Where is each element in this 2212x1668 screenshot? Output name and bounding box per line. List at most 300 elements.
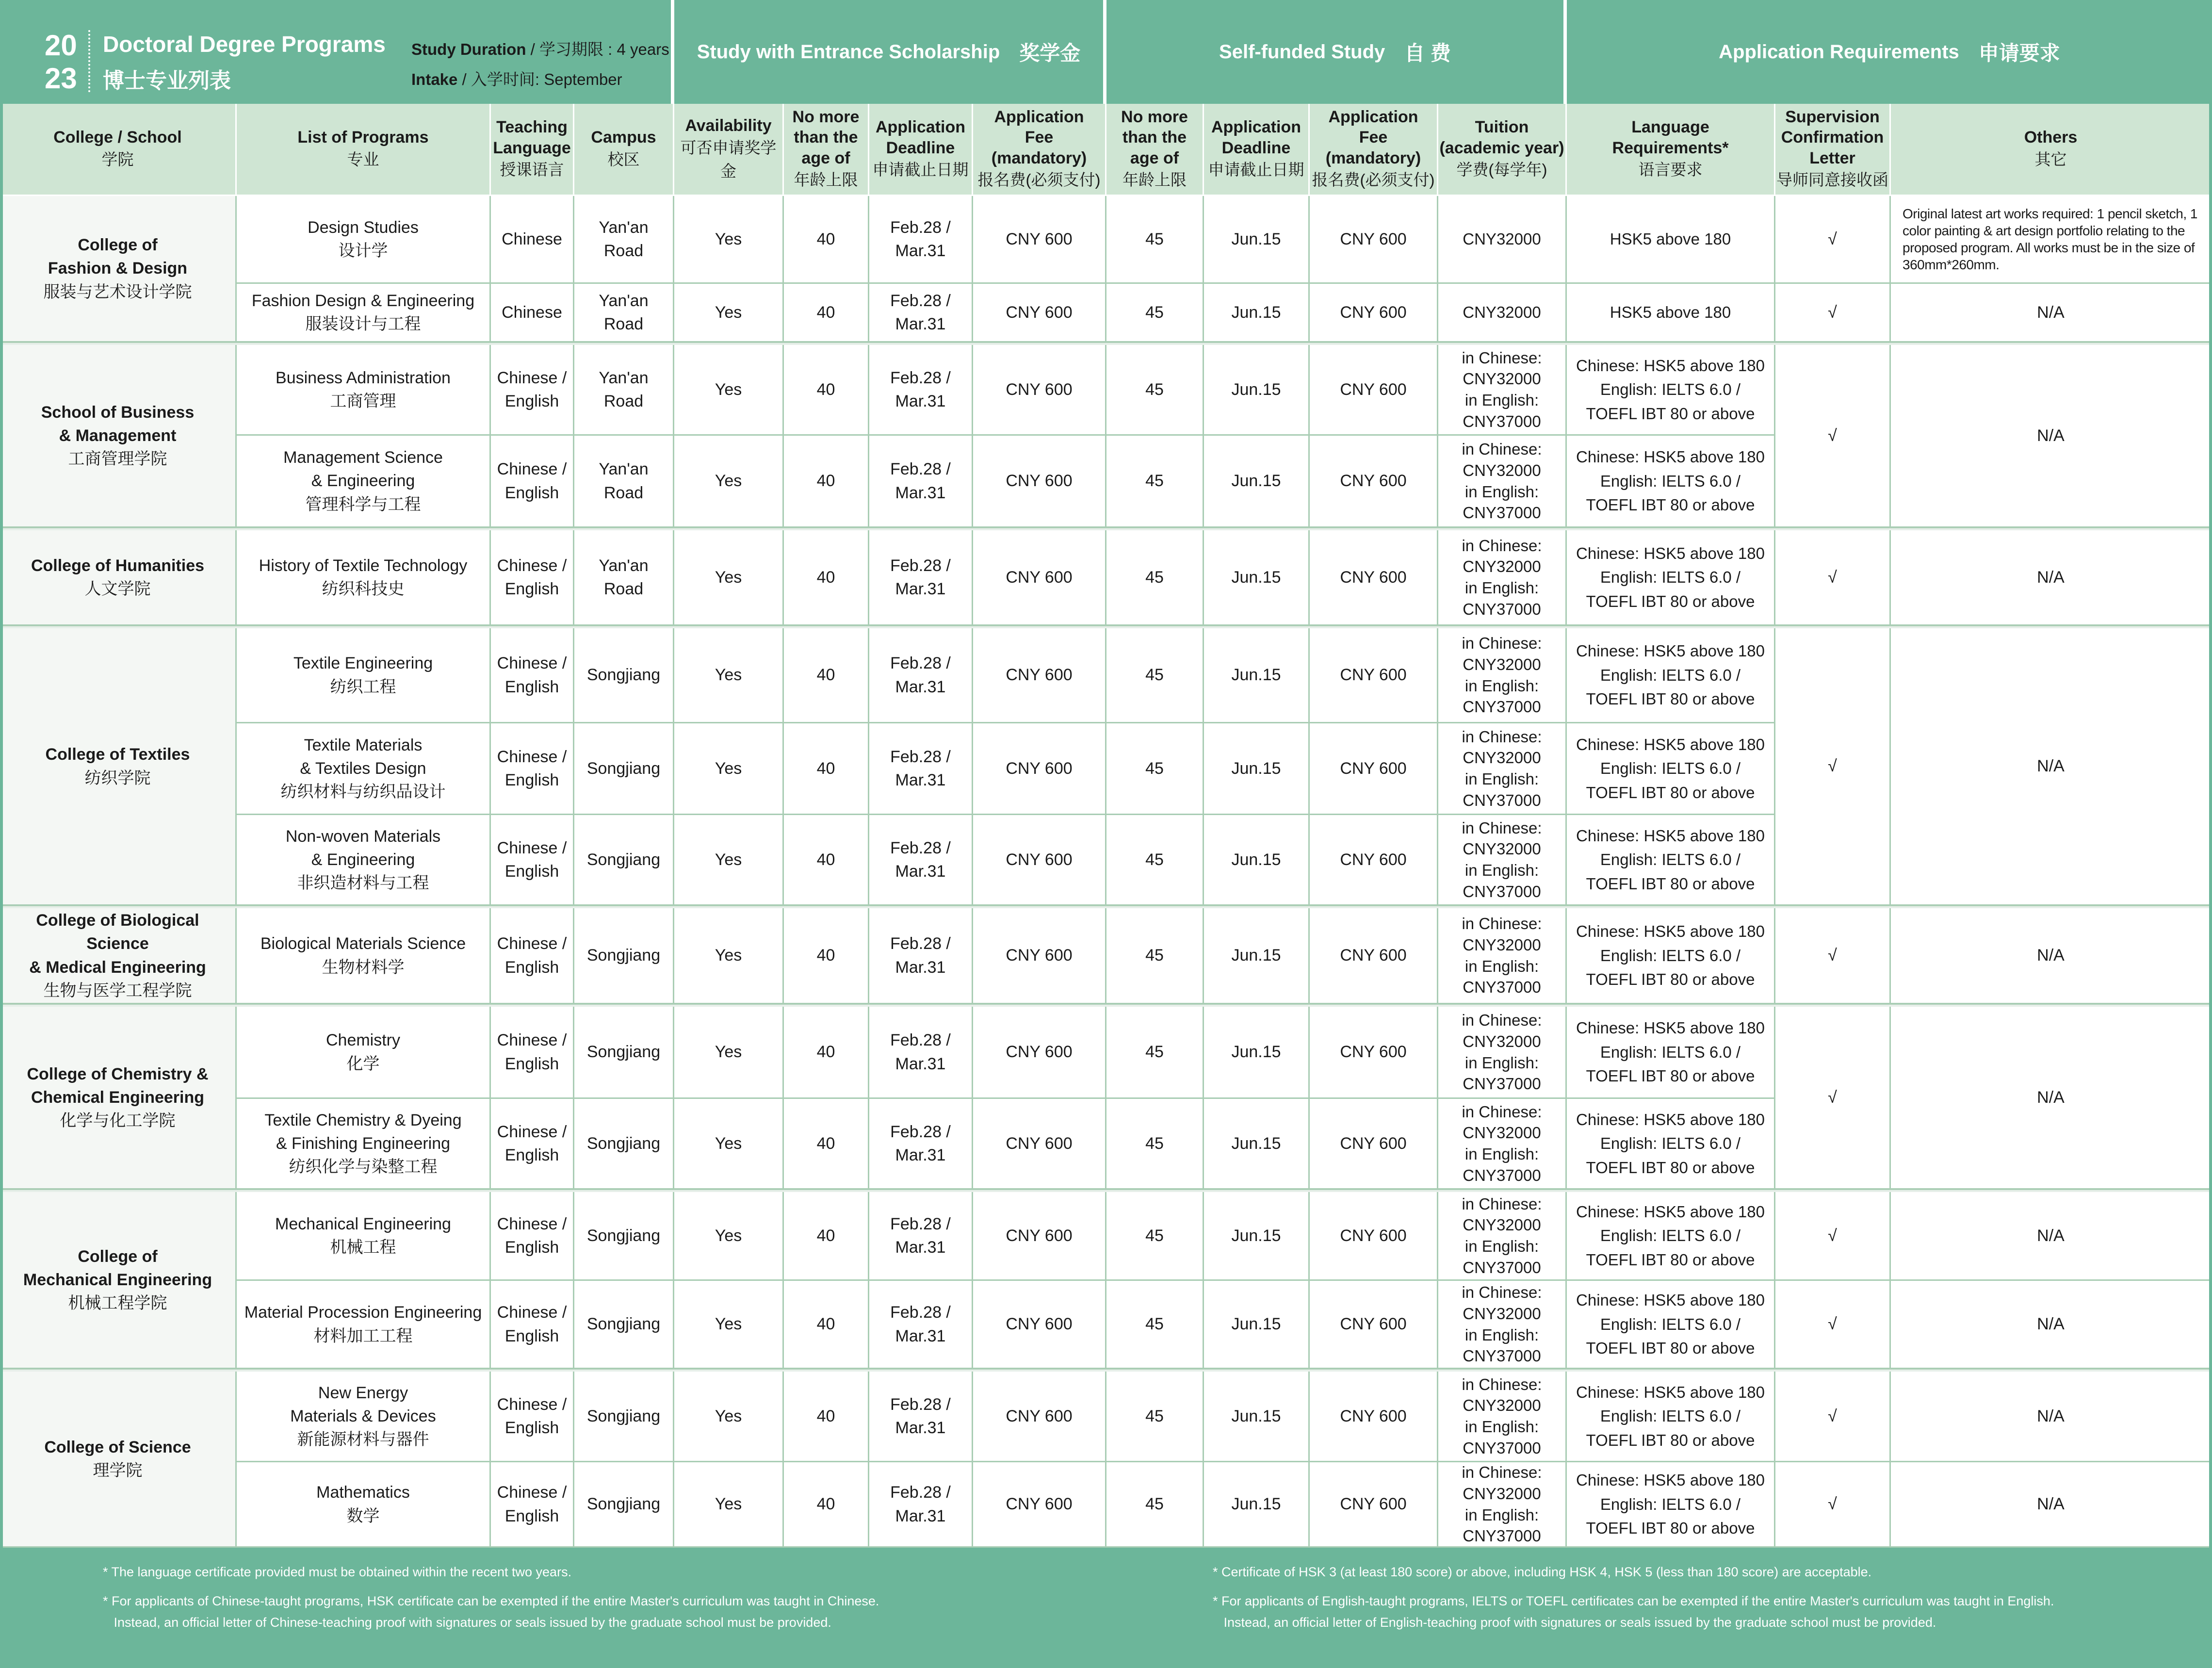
program-cell-age-value: 40 <box>816 1226 835 1245</box>
program-cell-deadline <box>869 196 973 284</box>
program-cell-fee-value: CNY 600 <box>1006 1495 1073 1514</box>
program-cell-age-value: 40 <box>816 303 835 322</box>
others-note <box>1891 1192 2212 1281</box>
program-cell-program <box>237 723 491 815</box>
program-cell-campus-value: Yan'an Road <box>599 368 649 410</box>
program-cell-tuition-value: in Chinese: CNY32000 in English: CNY37000 <box>1462 536 1542 618</box>
program-cell-tuition-value: in Chinese: CNY32000 in English: CNY37000 <box>1462 915 1542 997</box>
program-cell-campus-value: Yan'an Road <box>599 460 649 502</box>
program-cell-program-value: Non-woven Materials & Engineering 非织造材料与工程 <box>285 827 441 893</box>
column-header-label: Teaching Language <box>493 118 571 157</box>
program-cell-age-value: 45 <box>1145 1406 1164 1425</box>
program-cell-fee-value: CNY 600 <box>1340 666 1407 685</box>
program-cell-age-value: 40 <box>816 229 835 248</box>
column-header-label-zh: 年龄上限 <box>794 171 858 189</box>
program-cell-fee <box>1310 1372 1438 1462</box>
program-cell-age <box>1106 1099 1204 1190</box>
program-cell-age <box>1106 1007 1204 1099</box>
column-header-label: No more than the age of <box>1121 107 1188 167</box>
program-cell-language-req-value: Chinese: HSK5 above 180 English: IELTS 6.0 / TOEFL IBT 80 or above <box>1576 1291 1765 1357</box>
college-name <box>0 530 237 626</box>
scholarship-group-title: Study with Entrance Scholarship <box>697 41 1000 63</box>
program-cell-tuition-value: in Chinese: CNY32000 in English: CNY37000 <box>1462 634 1542 716</box>
program-cell-program <box>237 530 491 626</box>
college-name-en: College of Chemistry & Chemical Engineering <box>27 1064 209 1107</box>
program-cell-age-value: 40 <box>816 1134 835 1153</box>
supervision-check <box>1775 1462 1891 1548</box>
program-cell-age-value: 40 <box>816 1315 835 1334</box>
program-cell-fee-value: CNY 600 <box>1340 850 1407 869</box>
program-cell-fee <box>1310 1462 1438 1548</box>
scholarship-group-title-zh: 奖学金 <box>1019 42 1081 65</box>
year-label: 20 23 <box>45 29 77 95</box>
year-divider <box>88 30 90 92</box>
program-cell-age <box>784 436 869 528</box>
program-cell-deadline-value: Jun.15 <box>1231 1315 1281 1334</box>
program-cell-deadline <box>1204 1372 1310 1462</box>
program-cell-fee-value: CNY 600 <box>1006 666 1073 685</box>
program-cell-language-req-value: Chinese: HSK5 above 180 English: IELTS 6.0 / TOEFL IBT 80 or above <box>1576 1019 1765 1085</box>
program-cell-deadline <box>1204 284 1310 343</box>
column-header-label-zh: 学院 <box>101 150 134 168</box>
program-cell-language-req <box>1567 436 1775 528</box>
program-cell-fee-value: CNY 600 <box>1340 1134 1407 1153</box>
column-header-label: Tuition (academic year) <box>1439 118 1564 157</box>
program-cell-deadline <box>1204 908 1310 1004</box>
program-cell-age <box>784 196 869 284</box>
program-cell-deadline-value: Jun.15 <box>1231 1226 1281 1245</box>
college-name-zh: 人文学院 <box>84 580 151 598</box>
program-cell-deadline <box>1204 1462 1310 1548</box>
check-icon: √ <box>1828 1495 1837 1514</box>
college-name-en: College of Biological Science & Medical Engineering <box>29 911 206 977</box>
program-cell-availability <box>674 1007 784 1099</box>
others-note-text: N/A <box>2037 1406 2065 1425</box>
column-header-label-zh: 导师同意接收函 <box>1776 171 1888 189</box>
program-cell-program-value: Chemistry 化学 <box>325 1031 401 1073</box>
others-note <box>1891 530 2212 626</box>
program-cell-age-value: 45 <box>1145 229 1164 248</box>
column-header-label: Application Fee (mandatory) <box>991 107 1087 167</box>
program-cell-language-req <box>1567 196 1775 284</box>
program-cell-deadline-value: Jun.15 <box>1231 568 1281 587</box>
program-cell-deadline <box>869 1099 973 1190</box>
program-cell-age-value: 40 <box>816 850 835 869</box>
others-note <box>1891 284 2212 343</box>
program-cell-fee-value: CNY 600 <box>1340 303 1407 322</box>
column-header-deadline <box>869 104 973 196</box>
college-name-en: College of Mechanical Engineering <box>23 1247 212 1289</box>
program-cell-age <box>1106 196 1204 284</box>
programs-table <box>0 104 2212 1548</box>
program-cell-age <box>784 1372 869 1462</box>
supervision-check <box>1775 530 1891 626</box>
program-cell-fee-value: CNY 600 <box>1006 1406 1073 1425</box>
program-cell-age <box>784 1281 869 1369</box>
program-cell-language-req-value: Chinese: HSK5 above 180 English: IELTS 6.0 / TOEFL IBT 80 or above <box>1576 356 1765 423</box>
program-cell-program <box>237 1462 491 1548</box>
footnote-hsk-levels: * Certificate of HSK 3 (at least 180 score) or above, including HSK 4, HSK 5 (less than 180 score) are acceptable. <box>1213 1565 1872 1579</box>
check-icon: √ <box>1828 757 1837 776</box>
program-cell-campus-value: Songjiang <box>586 1406 661 1425</box>
check-icon: √ <box>1828 1315 1837 1334</box>
program-cell-age-value: 45 <box>1145 472 1164 491</box>
program-cell-tuition-value: in Chinese: CNY32000 in English: CNY37000 <box>1462 1011 1542 1093</box>
program-cell-program-value: Mathematics 数学 <box>316 1483 410 1525</box>
program-cell-deadline-value: Feb.28 / Mar.31 <box>890 747 951 789</box>
program-cell-deadline-value: Jun.15 <box>1231 1134 1281 1153</box>
program-cell-tuition-value: in Chinese: CNY32000 in English: CNY37000 <box>1462 727 1542 809</box>
college-name-zh: 化学与化工学院 <box>60 1112 176 1130</box>
program-cell-deadline <box>869 1462 973 1548</box>
program-cell-fee <box>1310 815 1438 906</box>
program-cell-availability-value: Yes <box>715 1134 742 1153</box>
college-name <box>0 1007 237 1190</box>
program-cell-age <box>1106 908 1204 1004</box>
check-icon: √ <box>1828 303 1837 322</box>
program-cell-fee <box>973 1281 1106 1369</box>
program-cell-deadline-value: Jun.15 <box>1231 666 1281 685</box>
program-cell-language <box>491 1007 574 1099</box>
program-cell-language-req-value: Chinese: HSK5 above 180 English: IELTS 6.0 / TOEFL IBT 80 or above <box>1576 1383 1765 1449</box>
program-cell-deadline <box>869 628 973 723</box>
program-cell-campus <box>574 530 674 626</box>
program-cell-language <box>491 1192 574 1281</box>
program-cell-language-value: Chinese / English <box>497 654 567 696</box>
program-cell-deadline <box>869 284 973 343</box>
program-cell-deadline <box>869 345 973 436</box>
program-cell-age <box>1106 436 1204 528</box>
program-cell-program <box>237 284 491 343</box>
column-header-label: College / School <box>53 128 182 147</box>
program-cell-deadline-value: Feb.28 / Mar.31 <box>890 1122 951 1164</box>
program-cell-tuition-value: in Chinese: CNY32000 in English: CNY37000 <box>1462 1194 1542 1276</box>
program-cell-program <box>237 196 491 284</box>
program-cell-fee <box>973 1462 1106 1548</box>
program-cell-deadline <box>869 1281 973 1369</box>
program-cell-campus-value: Yan'an Road <box>599 218 649 260</box>
program-cell-deadline <box>1204 1007 1310 1099</box>
program-cell-tuition-value: CNY32000 <box>1463 230 1541 248</box>
others-note-text: N/A <box>2037 303 2065 322</box>
program-cell-deadline <box>869 1007 973 1099</box>
program-cell-language <box>491 1099 574 1190</box>
program-cell-fee <box>1310 284 1438 343</box>
program-cell-tuition <box>1438 1372 1567 1462</box>
college-name-zh: 机械工程学院 <box>68 1294 167 1313</box>
program-cell-deadline <box>1204 723 1310 815</box>
program-cell-program-value: New Energy Materials & Devices 新能源材料与器件 <box>290 1383 436 1449</box>
college-name-en: School of Business & Management <box>41 403 195 445</box>
program-cell-deadline-value: Jun.15 <box>1231 1406 1281 1425</box>
program-cell-language-value: Chinese / English <box>497 1395 567 1437</box>
program-cell-language-req-value: Chinese: HSK5 above 180 English: IELTS 6.0 / TOEFL IBT 80 or above <box>1576 1202 1765 1269</box>
program-cell-campus-value: Songjiang <box>586 759 661 778</box>
college-name-zh: 理学院 <box>93 1461 143 1480</box>
requirements-group-header <box>1567 0 2212 104</box>
program-cell-campus <box>574 1099 674 1190</box>
program-cell-deadline <box>869 1192 973 1281</box>
program-cell-fee-value: CNY 600 <box>1006 380 1073 399</box>
program-cell-language-req <box>1567 628 1775 723</box>
program-cell-fee-value: CNY 600 <box>1006 1134 1073 1153</box>
program-cell-fee-value: CNY 600 <box>1006 1226 1073 1245</box>
program-cell-fee-value: CNY 600 <box>1340 1315 1407 1334</box>
program-cell-language-req <box>1567 908 1775 1004</box>
column-header-others <box>1891 104 2212 196</box>
footnote-ielts-exemption: * For applicants of English-taught programs, IELTS or TOEFL certificates can be exempted if the entire Master's curriculum was taught in English. Instead, an official letter of English-teaching proof with signatures or seals issued by the graduate school must be provided. <box>1213 1594 2054 1630</box>
program-cell-tuition <box>1438 1462 1567 1548</box>
others-note <box>1891 196 2212 284</box>
program-cell-availability <box>674 1099 784 1190</box>
program-cell-availability-value: Yes <box>715 303 742 322</box>
program-cell-fee <box>1310 530 1438 626</box>
program-cell-deadline <box>869 908 973 1004</box>
program-cell-language <box>491 1281 574 1369</box>
program-cell-deadline-value: Feb.28 / Mar.31 <box>890 838 951 881</box>
program-cell-language-req <box>1567 1099 1775 1190</box>
others-note-text: Original latest art works required: 1 pencil sketch, 1 color painting & art design portfolio relating to the proposed program. All works must be in the size of 360mm*260mm. <box>1903 206 2197 272</box>
program-cell-age <box>784 723 869 815</box>
column-header-label: Language Requirements* <box>1612 118 1729 157</box>
program-cell-deadline <box>869 815 973 906</box>
column-header-label-zh: 报名费(必须支付) <box>1312 171 1435 189</box>
program-cell-fee-value: CNY 600 <box>1006 472 1073 491</box>
column-header-label: Application Deadline <box>875 118 966 157</box>
column-header-label: Supervision Confirmation Letter <box>1781 107 1884 167</box>
program-cell-fee-value: CNY 600 <box>1340 1043 1407 1062</box>
program-cell-language-req-value: HSK5 above 180 <box>1610 303 1731 322</box>
program-cell-program-value: Business Administration 工商管理 <box>276 368 451 410</box>
program-cell-fee-value: CNY 600 <box>1340 1495 1407 1514</box>
program-cell-program <box>237 1372 491 1462</box>
others-note-text: N/A <box>2037 568 2065 587</box>
check-icon: √ <box>1828 1088 1837 1107</box>
program-cell-fee <box>973 1007 1106 1099</box>
program-cell-deadline-value: Feb.28 / Mar.31 <box>890 1303 951 1345</box>
program-cell-deadline-value: Feb.28 / Mar.31 <box>890 1031 951 1073</box>
college-name-en: College of Fashion & Design <box>48 236 188 278</box>
program-cell-deadline <box>1204 345 1310 436</box>
program-cell-tuition-value: CNY32000 <box>1463 303 1541 322</box>
program-cell-age-value: 40 <box>816 472 835 491</box>
others-note-text: N/A <box>2037 946 2065 965</box>
program-cell-age-value: 45 <box>1145 1226 1164 1245</box>
program-cell-language-req <box>1567 1462 1775 1548</box>
program-cell-language <box>491 196 574 284</box>
program-cell-fee <box>973 284 1106 343</box>
program-cell-fee <box>973 345 1106 436</box>
program-cell-deadline-value: Feb.28 / Mar.31 <box>890 1483 951 1525</box>
program-cell-campus-value: Songjiang <box>586 1315 661 1334</box>
program-cell-program <box>237 1007 491 1099</box>
program-cell-tuition <box>1438 530 1567 626</box>
program-cell-language <box>491 628 574 723</box>
program-cell-age <box>784 1192 869 1281</box>
check-icon: √ <box>1828 1406 1837 1425</box>
program-cell-fee-value: CNY 600 <box>1006 850 1073 869</box>
footnote-hsk-exemption: * For applicants of Chinese-taught programs, HSK certificate can be exempted if the entire Master's curriculum was taught in Chinese. Instead, an official letter of Chinese-teaching proof with signatures or seals issued by the graduate school must be provided. <box>103 1594 879 1630</box>
program-cell-fee <box>973 530 1106 626</box>
program-cell-deadline-value: Feb.28 / Mar.31 <box>890 1214 951 1257</box>
program-cell-age <box>1106 723 1204 815</box>
column-header-label: List of Programs <box>297 128 429 147</box>
program-cell-age-value: 40 <box>816 1043 835 1062</box>
column-header-label-zh: 申请截止日期 <box>1208 161 1304 179</box>
program-cell-fee <box>973 196 1106 284</box>
requirements-group-title-zh: 申请要求 <box>1978 42 2060 65</box>
program-cell-age <box>1106 628 1204 723</box>
program-cell-age <box>1106 1192 1204 1281</box>
program-cell-age-value: 40 <box>816 759 835 778</box>
column-header-label: Availability <box>685 116 772 135</box>
program-cell-language-req-value: Chinese: HSK5 above 180 English: IELTS 6.0 / TOEFL IBT 80 or above <box>1576 735 1765 801</box>
program-cell-availability <box>674 815 784 906</box>
program-cell-age-value: 40 <box>816 946 835 965</box>
check-icon: √ <box>1828 1226 1837 1245</box>
program-cell-program-value: Biological Materials Science 生物材料学 <box>260 934 466 977</box>
program-cell-fee-value: CNY 600 <box>1340 1226 1407 1245</box>
program-cell-language-req-value: HSK5 above 180 <box>1610 230 1731 248</box>
program-cell-tuition <box>1438 815 1567 906</box>
college-name <box>0 1192 237 1369</box>
program-cell-deadline <box>869 723 973 815</box>
program-cell-availability-value: Yes <box>715 1315 742 1334</box>
column-header-tuition <box>1438 104 1567 196</box>
column-header-label-zh: 授课语言 <box>500 161 564 179</box>
program-cell-deadline-value: Feb.28 / Mar.31 <box>890 934 951 977</box>
college-name-zh: 服装与艺术设计学院 <box>43 282 192 301</box>
program-cell-fee <box>1310 345 1438 436</box>
footnote-language-validity: * The language certificate provided must be obtained within the recent two years. <box>103 1565 572 1579</box>
program-cell-tuition <box>1438 436 1567 528</box>
program-cell-availability <box>674 196 784 284</box>
program-cell-tuition-value: in Chinese: CNY32000 in English: CNY37000 <box>1462 1102 1542 1184</box>
program-cell-program <box>237 1192 491 1281</box>
program-cell-age-value: 45 <box>1145 666 1164 685</box>
program-cell-tuition-value: in Chinese: CNY32000 in English: CNY37000 <box>1462 348 1542 430</box>
program-cell-campus-value: Songjiang <box>586 1043 661 1062</box>
column-header-label-zh: 申请截止日期 <box>872 161 969 179</box>
program-cell-availability <box>674 628 784 723</box>
program-cell-age-value: 45 <box>1145 946 1164 965</box>
program-cell-availability-value: Yes <box>715 946 742 965</box>
program-cell-language-req <box>1567 530 1775 626</box>
footnotes <box>0 1548 2212 1668</box>
program-cell-language-req <box>1567 723 1775 815</box>
program-cell-tuition <box>1438 628 1567 723</box>
program-cell-availability <box>674 723 784 815</box>
supervision-check <box>1775 628 1891 906</box>
column-header-fee <box>973 104 1106 196</box>
program-cell-campus <box>574 1007 674 1099</box>
program-cell-language-value: Chinese / English <box>497 1483 567 1525</box>
program-cell-language-value: Chinese / English <box>497 1214 567 1257</box>
others-note <box>1891 1281 2212 1369</box>
program-cell-fee-value: CNY 600 <box>1006 568 1073 587</box>
program-cell-language <box>491 284 574 343</box>
program-cell-program-value: Mechanical Engineering 机械工程 <box>275 1214 451 1257</box>
program-cell-availability <box>674 1462 784 1548</box>
program-cell-fee <box>973 815 1106 906</box>
program-cell-age-value: 40 <box>816 1495 835 1514</box>
supervision-check <box>1775 908 1891 1004</box>
program-cell-tuition <box>1438 345 1567 436</box>
program-cell-fee-value: CNY 600 <box>1006 1043 1073 1062</box>
program-cell-age <box>784 908 869 1004</box>
page-title-zh: 博士专业列表 <box>103 69 231 93</box>
program-cell-availability-value: Yes <box>715 759 742 778</box>
supervision-check <box>1775 1007 1891 1190</box>
program-cell-deadline-value: Feb.28 / Mar.31 <box>890 368 951 410</box>
program-cell-age <box>784 345 869 436</box>
program-cell-availability <box>674 1372 784 1462</box>
program-cell-campus <box>574 436 674 528</box>
program-cell-campus-value: Songjiang <box>586 1226 661 1245</box>
program-cell-deadline <box>869 1372 973 1462</box>
program-cell-campus <box>574 345 674 436</box>
program-cell-age-value: 45 <box>1145 380 1164 399</box>
selffunded-group-title-zh: 自 费 <box>1404 42 1451 65</box>
program-cell-age-value: 45 <box>1145 1043 1164 1062</box>
column-header-label-zh: 可否申请奖学金 <box>680 138 777 180</box>
program-cell-deadline <box>1204 1099 1310 1190</box>
program-cell-tuition <box>1438 196 1567 284</box>
program-cell-tuition-value: in Chinese: CNY32000 in English: CNY37000 <box>1462 440 1542 522</box>
program-cell-language-value: Chinese / English <box>497 1031 567 1073</box>
check-icon: √ <box>1828 568 1837 587</box>
others-note <box>1891 1372 2212 1462</box>
program-cell-program <box>237 345 491 436</box>
program-cell-availability-value: Yes <box>715 850 742 869</box>
program-cell-availability-value: Yes <box>715 1495 742 1514</box>
college-name-zh: 生物与医学工程学院 <box>43 981 192 1000</box>
program-cell-fee <box>973 436 1106 528</box>
program-cell-campus <box>574 1462 674 1548</box>
program-cell-program-value: Textile Chemistry & Dyeing & Finishing Engineering 纺织化学与染整工程 <box>264 1111 462 1177</box>
column-header-supervision <box>1775 104 1891 196</box>
supervision-check <box>1775 1192 1891 1281</box>
program-cell-fee <box>973 1192 1106 1281</box>
column-header-availability <box>674 104 784 196</box>
column-header-age <box>1106 104 1204 196</box>
college-name <box>0 345 237 528</box>
program-cell-availability-value: Yes <box>715 1226 742 1245</box>
program-cell-language-value: Chinese / English <box>497 747 567 789</box>
program-cell-age-value: 45 <box>1145 1315 1164 1334</box>
program-cell-program <box>237 908 491 1004</box>
page-title: Doctoral Degree Programs <box>103 32 386 57</box>
program-cell-language-req <box>1567 815 1775 906</box>
program-cell-tuition-value: in Chinese: CNY32000 in English: CNY37000 <box>1462 1463 1542 1545</box>
program-cell-language-value: Chinese / English <box>497 1122 567 1164</box>
program-cell-tuition <box>1438 1007 1567 1099</box>
program-cell-age <box>1106 284 1204 343</box>
program-cell-language <box>491 345 574 436</box>
column-header-label: Campus <box>591 128 656 147</box>
program-cell-program <box>237 436 491 528</box>
column-header-language-req <box>1567 104 1775 196</box>
program-cell-age-value: 45 <box>1145 303 1164 322</box>
program-cell-availability-value: Yes <box>715 380 742 399</box>
program-cell-fee-value: CNY 600 <box>1340 1406 1407 1425</box>
program-cell-availability <box>674 530 784 626</box>
intake <box>411 67 622 90</box>
program-cell-age <box>1106 815 1204 906</box>
column-header-program <box>237 104 491 196</box>
column-header-label: Application Fee (mandatory) <box>1325 107 1421 167</box>
others-note-text: N/A <box>2037 1315 2065 1334</box>
